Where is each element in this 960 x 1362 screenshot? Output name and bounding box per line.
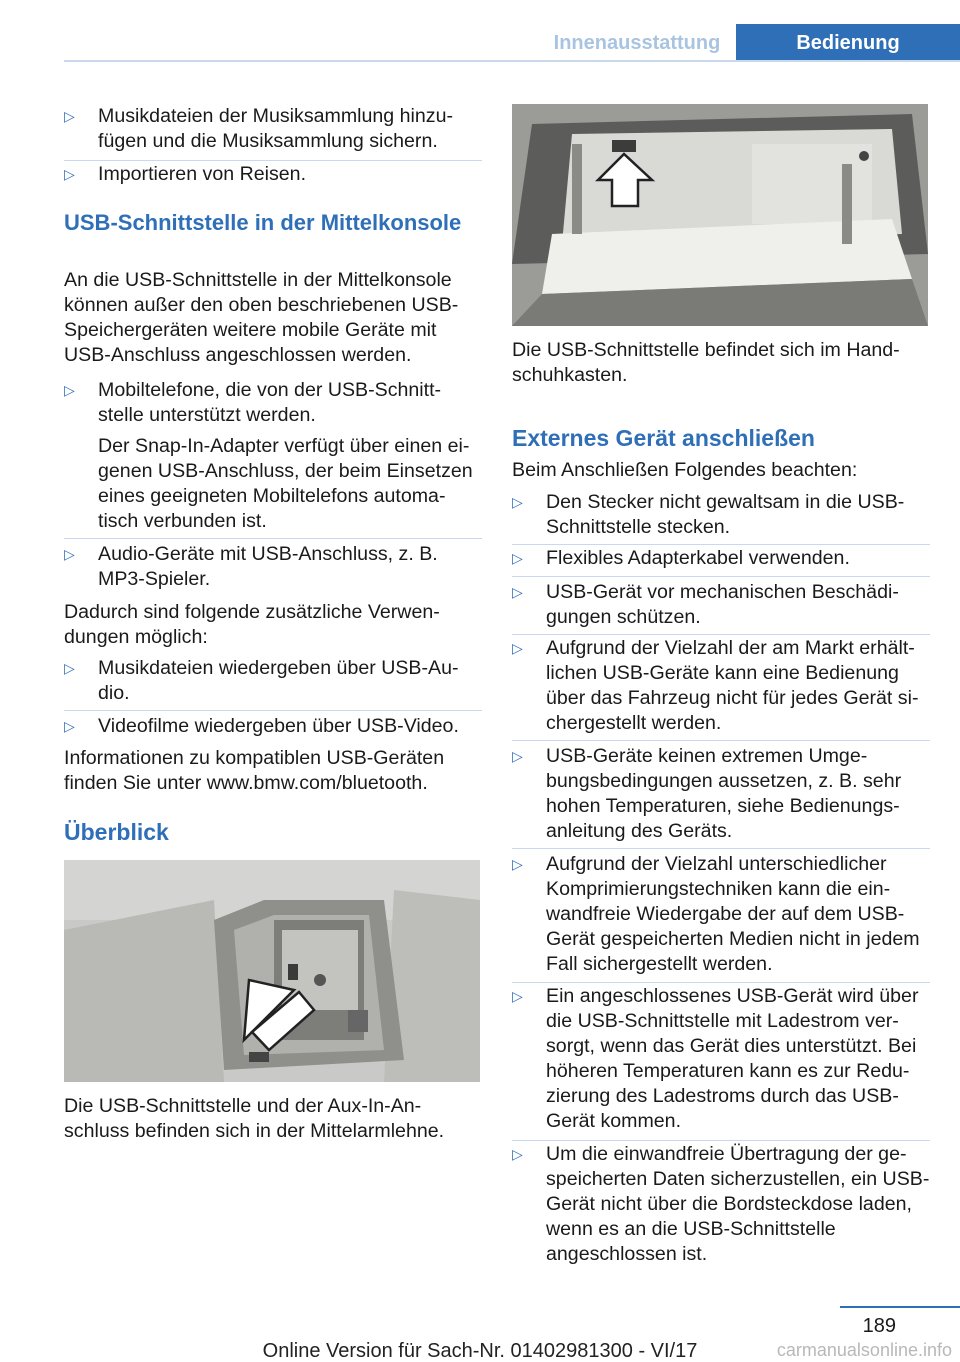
glovebox-usb-photo bbox=[512, 104, 928, 326]
list-item-subtext: Der Snap-In-Adapter verfügt über einen ei‐ genen USB-Anschluss, der beim Einsetzen eines geeigneten Mobiltelefons automa‐ tisch verbunden ist. bbox=[98, 435, 473, 532]
triangle-right-outline-icon: ▷ bbox=[512, 856, 523, 872]
caption-glovebox: Die USB-Schnittstelle befindet sich im Hand‐ schuhkasten. bbox=[512, 339, 900, 386]
paragraph-usb: An die USB-Schnittstelle in der Mittelkonsole können außer den oben beschriebenen USB-Speichergeräten weitere mobile Geräte mit USB-Anschluss angeschlossen werden. bbox=[64, 269, 459, 366]
header-section-tab: Innenausstattung bbox=[553, 32, 721, 54]
triangle-right-outline-icon: ▷ bbox=[512, 494, 523, 510]
divider bbox=[512, 544, 930, 545]
page-number-rule bbox=[840, 1306, 960, 1308]
list-item-text: Musikdateien wiedergeben über USB-Au‐ dio. bbox=[98, 657, 459, 704]
list-item-text: Den Stecker nicht gewaltsam in die USB-Schnittstelle stecken. bbox=[546, 491, 905, 538]
caption-armrest: Die USB-Schnittstelle und der Aux-In-An‐ schluss befinden sich in der Mittelarmlehne. bbox=[64, 1095, 445, 1142]
list-item-text: Audio-Geräte mit USB-Anschluss, z. B. MP3-Spieler. bbox=[98, 543, 438, 590]
triangle-right-outline-icon: ▷ bbox=[512, 584, 523, 600]
triangle-right-outline-icon: ▷ bbox=[64, 718, 75, 734]
paragraph-uses: Dadurch sind folgende zusätzliche Verwen‐ dungen möglich: bbox=[64, 601, 440, 648]
list-item-text: Videofilme wiedergeben über USB-Video. bbox=[98, 715, 459, 737]
section-heading-usb: USB-Schnittstelle in der Mittelkonsole bbox=[64, 210, 462, 235]
list-item-text: Um die einwandfreie Übertragung der ge‐ speicherten Daten sicherzustellen, ein USB-Gerät nicht über die Bordsteckdose laden, wenn es an die USB-Schnittstelle angeschlossen ist. bbox=[546, 1143, 930, 1265]
paragraph-info: Informationen zu kompatiblen USB-Geräten finden Sie unter www.bmw.com/bluetooth. bbox=[64, 747, 445, 794]
section-heading-overview: Überblick bbox=[64, 819, 169, 845]
triangle-right-outline-icon: ▷ bbox=[512, 988, 523, 1004]
list-item-text: Musikdateien der Musiksammlung hinzu‐ fügen und die Musiksammlung sichern. bbox=[98, 105, 454, 152]
triangle-right-outline-icon: ▷ bbox=[64, 108, 75, 124]
divider bbox=[512, 576, 930, 577]
online-version-footer: Online Version für Sach-Nr. 01402981300 - VI/17 bbox=[262, 1340, 698, 1362]
list-item-text: USB-Geräte keinen extremen Umge‐ bungsbedingungen aussetzen, z. B. sehr hohen Temperaturen, siehe Bedienungs‐ anleitung des Geräts. bbox=[546, 745, 902, 842]
triangle-right-outline-icon: ▷ bbox=[64, 166, 75, 182]
divider bbox=[512, 848, 930, 849]
list-item-text: USB-Gerät vor mechanischen Beschädi‐ gungen schützen. bbox=[546, 581, 899, 628]
triangle-right-outline-icon: ▷ bbox=[64, 382, 75, 398]
triangle-right-outline-icon: ▷ bbox=[512, 748, 523, 764]
triangle-right-outline-icon: ▷ bbox=[512, 550, 523, 566]
triangle-right-outline-icon: ▷ bbox=[512, 1146, 523, 1162]
list-item-text: Aufgrund der Vielzahl unterschiedlicher Komprimierungstechniken kann die ein‐ wandfreie Wiedergabe der auf dem USB-Gerät gespeicherten Medien nicht in jedem Fall sichergestellt werden. bbox=[546, 853, 920, 975]
list-item-text: Aufgrund der Vielzahl der am Markt erhält‐ lichen USB-Geräte kann eine Bedienung über das Fahrzeug nicht für jedes Gerät si‐ chergestellt werden. bbox=[546, 637, 919, 734]
armrest-usb-illustration bbox=[64, 860, 480, 1082]
page-number: 189 bbox=[862, 1315, 896, 1337]
triangle-right-outline-icon: ▷ bbox=[64, 660, 75, 676]
header-chapter-tab: Bedienung bbox=[736, 24, 960, 62]
divider bbox=[512, 634, 930, 635]
list-item-text: Ein angeschlossenes USB-Gerät wird über die USB-Schnittstelle mit Ladestrom ver‐ sorgt, wenn das Gerät dies unterstützt. Bei höheren Temperaturen kann es zur Redu‐ zierung des Ladestroms durch das USB-Gerät kommen. bbox=[546, 985, 919, 1132]
divider bbox=[512, 1140, 930, 1141]
glovebox-usb-illustration bbox=[512, 104, 928, 326]
header-rule bbox=[64, 60, 960, 62]
divider bbox=[64, 710, 482, 711]
triangle-right-outline-icon: ▷ bbox=[512, 640, 523, 656]
watermark: carmanualsonline.info bbox=[776, 1340, 952, 1360]
list-item-text: Mobiltelefone, die von der USB-Schnitt‐ stelle unterstützt werden. bbox=[98, 379, 442, 426]
divider bbox=[512, 740, 930, 741]
paragraph-connect: Beim Anschließen Folgendes beachten: bbox=[512, 459, 858, 481]
divider bbox=[64, 160, 482, 161]
list-item-text: Importieren von Reisen. bbox=[98, 163, 307, 185]
divider bbox=[64, 538, 482, 539]
triangle-right-outline-icon: ▷ bbox=[64, 546, 75, 562]
armrest-usb-photo bbox=[64, 860, 480, 1082]
list-item-text: Flexibles Adapterkabel verwenden. bbox=[546, 547, 850, 569]
section-heading-connect: Externes Gerät anschließen bbox=[512, 425, 815, 451]
divider bbox=[512, 982, 930, 983]
